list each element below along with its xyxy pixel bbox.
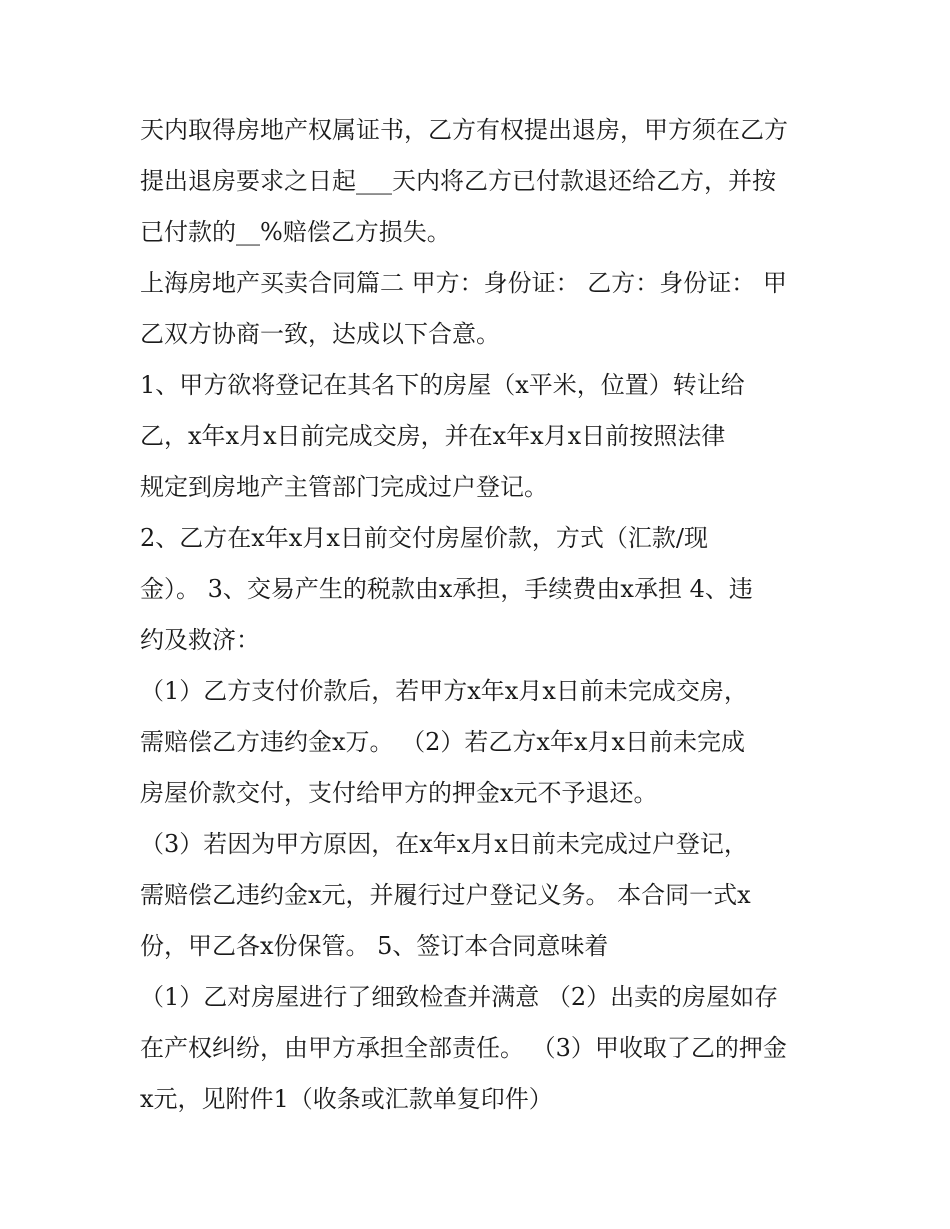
text-line: 已付款的__%赔偿乙方损失。	[140, 218, 451, 246]
text-line: 天内取得房地产权属证书，乙方有权提出退房，甲方须在乙方	[140, 116, 788, 144]
text-line: 在产权纠纷，由甲方承担全部责任。 （3）甲收取了乙的押金	[140, 1034, 787, 1062]
text-line: 金）。 3、交易产生的税款由x承担，手续费由x承担 4、违	[140, 575, 753, 603]
text-line: 规定到房地产主管部门完成过户登记。	[140, 473, 548, 501]
text-line: 1、甲方欲将登记在其名下的房屋（x平米，位置）转让给	[140, 371, 745, 399]
text-line: （3）若因为甲方原因，在x年x月x日前未完成过户登记，	[140, 830, 748, 858]
text-line: 需赔偿乙方违约金x万。 （2）若乙方x年x月x日前未完成	[140, 728, 746, 756]
text-line: （1）乙对房屋进行了细致检查并满意 （2）出卖的房屋如存	[140, 983, 779, 1011]
text-line: 需赔偿乙违约金x元，并履行过户登记义务。 本合同一式x	[140, 881, 751, 909]
contract-text	[140, 105, 820, 1125]
text-line: 约及救济：	[140, 626, 260, 654]
text-line: 提出退房要求之日起___天内将乙方已付款退还给乙方，并按	[140, 167, 776, 195]
text-line: 房屋价款交付，支付给甲方的押金x元不予退还。	[140, 779, 658, 807]
text-line: 乙双方协商一致，达成以下合意。	[140, 320, 500, 348]
text-line: 份，甲乙各x份保管。 5、签订本合同意味着	[140, 932, 609, 960]
text-line: 2、乙方在x年x月x日前交付房屋价款，方式（汇款/现	[140, 524, 708, 552]
text-line: （1）乙方支付价款后，若甲方x年x月x日前未完成交房，	[140, 677, 748, 705]
text-line: 乙，x年x月x日前完成交房，并在x年x月x日前按照法律	[140, 422, 726, 450]
text-line: 上海房地产买卖合同篇二 甲方：身份证： 乙方：身份证： 甲	[140, 269, 787, 297]
text-line: x元，见附件1（收条或汇款单复印件）	[140, 1085, 553, 1113]
